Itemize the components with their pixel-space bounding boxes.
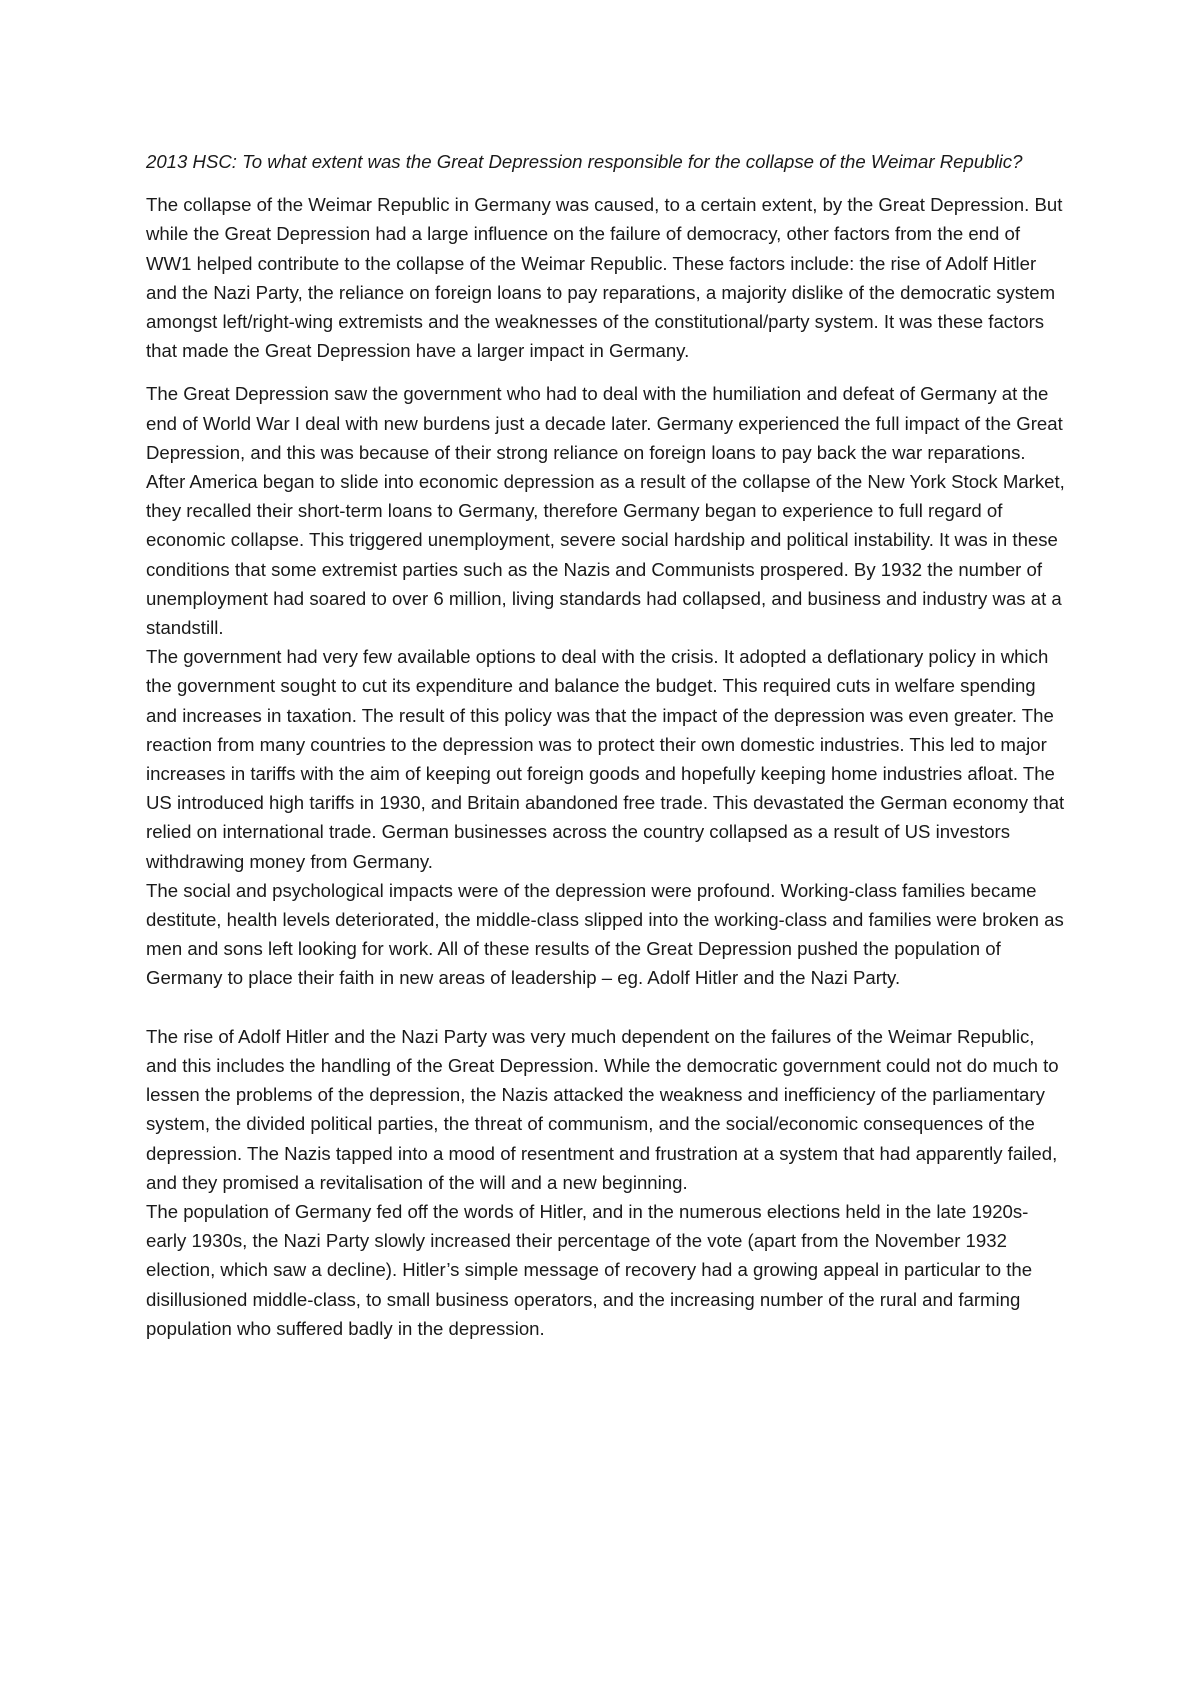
paragraph-rise-of-nazis: The rise of Adolf Hitler and the Nazi Party was very much dependent on the failures of the Weimar Republic, and this includes the handling of the Great Depression. While the democratic government could not do much to lessen the problems of the depression, the Nazis attacked the weakness and inefficiency of the parliamentary system, the divided political parties, the threat of communism, and the social/economic consequences of the depression. The Nazis tapped into a mood of resentment and frustration at a system that had apparently failed, and they promised a revitalisation of the will and a new beginning. — [146, 1025, 1059, 1193]
document-body — [146, 147, 1068, 1343]
paragraph-elections: The population of Germany fed off the words of Hitler, and in the numerous elections held in the late 1920s-early 1930s, the Nazi Party slowly increased their percentage of the vote (apart from the November 1932 election, which saw a decline). Hitler’s simple message of recovery had a growing appeal in particular to the disillusioned middle-class, to small business operators, and the increasing number of the rural and farming population who suffered badly in the depression. — [146, 1200, 1033, 1339]
paragraph-government-response: The government had very few available options to deal with the crisis. It adopted a deflationary policy in which the government sought to cut its expenditure and balance the budget. This required cuts in welfare spending and increases in taxation. The result of this policy was that the impact of the depression was even greater. The reaction from many countries to the depression was to protect their own domestic industries. This led to major increases in tariffs with the aim of keeping out foreign goods and hopefully keeping home industries afloat. The US introduced high tariffs in 1930, and Britain abandoned free trade. This devastated the German economy that relied on international trade. German businesses across the country collapsed as a result of US investors withdrawing money from Germany. — [146, 646, 1065, 872]
paragraph-economic-impact: The Great Depression saw the government who had to deal with the humiliation and defeat of Germany at the end of World War I deal with new burdens just a decade later. Germany experienced the full impact of the Great Depression, and this was because of their strong reliance on foreign loans to pay back the war reparations. After America began to slide into economic depression as a result of the collapse of the New York Stock Market, they recalled their short-term loans to Germany, therefore Germany began to experience to full regard of economic collapse. This triggered unemployment, severe social hardship and political instability. It was in these conditions that some extremist parties such as the Nazis and Communists prospered. By 1932 the number of unemployment had soared to over 6 million, living standards had collapsed, and business and industry was at a standstill. — [146, 383, 1065, 639]
essay-title: 2013 HSC: To what extent was the Great Depression responsible for the collapse of the Weimar Republic? — [146, 151, 1023, 172]
paragraph-introduction: The collapse of the Weimar Republic in Germany was caused, to a certain extent, by the Great Depression. But while the Great Depression had a large influence on the failure of democracy, other factors from the end of WW1 helped contribute to the collapse of the Weimar Republic. These factors include: the rise of Adolf Hitler and the Nazi Party, the reliance on foreign loans to pay reparations, a majority dislike of the democratic system amongst left/right-wing extremists and the weaknesses of the constitutional/party system. It was these factors that made the Great Depression have a larger impact in Germany. — [146, 194, 1063, 362]
paragraph-social-impact: The social and psychological impacts were of the depression were profound. Working-class families became destitute, health levels deteriorated, the middle-class slipped into the working-class and families were broken as men and sons left looking for work. All of these results of the Great Depression pushed the population of Germany to place their faith in new areas of leadership – eg. Adolf Hitler and the Nazi Party. — [146, 879, 1064, 989]
